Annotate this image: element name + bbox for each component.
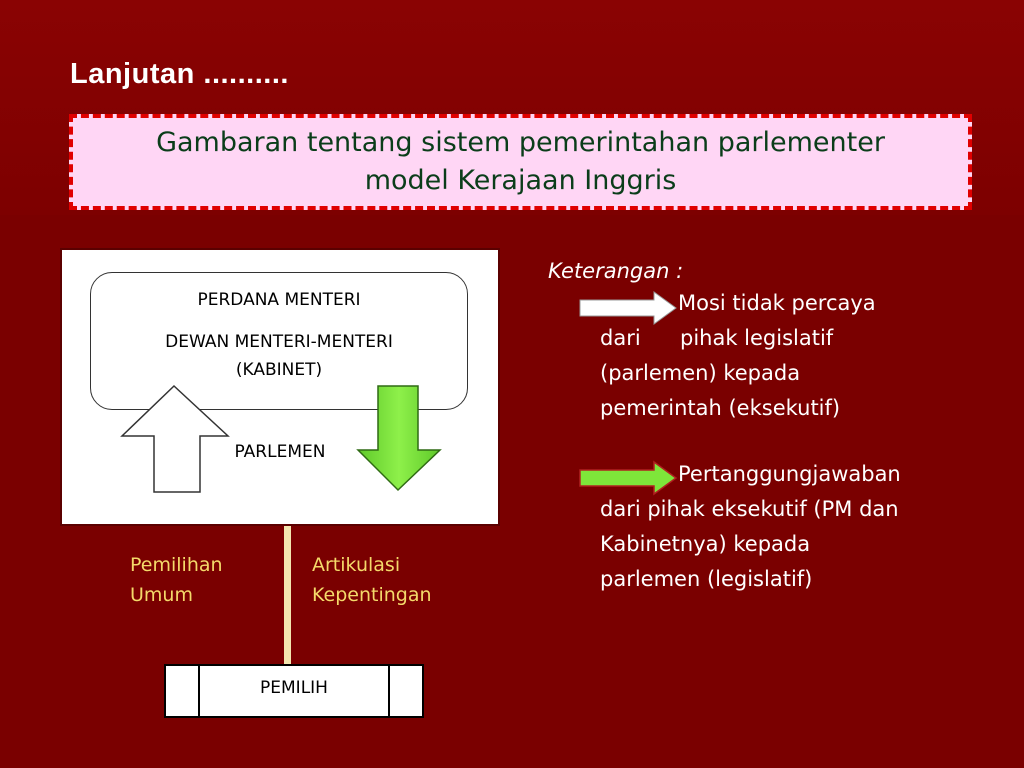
pm-label: PERDANA MENTERI [197,290,361,310]
legend-item-2-line-4: parlemen (legislatif) [600,567,813,591]
cabinet-label-line-1: DEWAN MENTERI-MENTERI [165,332,393,352]
green-arrow-legend-icon [580,462,680,496]
voter-box [164,664,424,718]
parliament-label: PARLEMEN [234,442,326,462]
title-text [86,124,956,200]
election-label [130,550,223,610]
legend-item-1-line-3: (parlemen) kepada [600,361,801,385]
slide-heading: Lanjutan .......... [70,58,289,90]
interest-label-line-2: Kepentingan [312,584,432,606]
legend-item-2-line-2: dari pihak eksekutif (PM dan [600,497,899,521]
legend-item-2-line-1: Pertanggungjawaban [678,462,901,486]
legend-item-1-line-2a: dari [600,326,641,350]
legend-item-1-line-1: Mosi tidak percaya [678,291,876,315]
legend-title: Keterangan : [548,259,684,283]
title-line-2: model Kerajaan Inggris [364,165,677,196]
legend-item-2-line-3: Kabinetnya) kepada [600,532,811,556]
cabinet-label-line-2: (KABINET) [235,360,323,380]
title-line-1: Gambaran tentang sistem pemerintahan parlementer [156,127,885,158]
interest-articulation-label [312,550,432,610]
legend-item-1-line-2b: pihak legislatif [680,326,834,350]
election-label-line-2: Umum [130,584,193,606]
up-arrow-icon [120,386,240,494]
title-box [69,114,972,210]
legend-item-1-line-4: pemerintah (eksekutif) [600,396,841,420]
connector-line [284,526,291,666]
down-arrow-icon [356,386,446,494]
election-label-line-1: Pemilihan [130,554,223,576]
voter-label: PEMILIH [260,678,328,698]
interest-label-line-1: Artikulasi [312,554,401,576]
